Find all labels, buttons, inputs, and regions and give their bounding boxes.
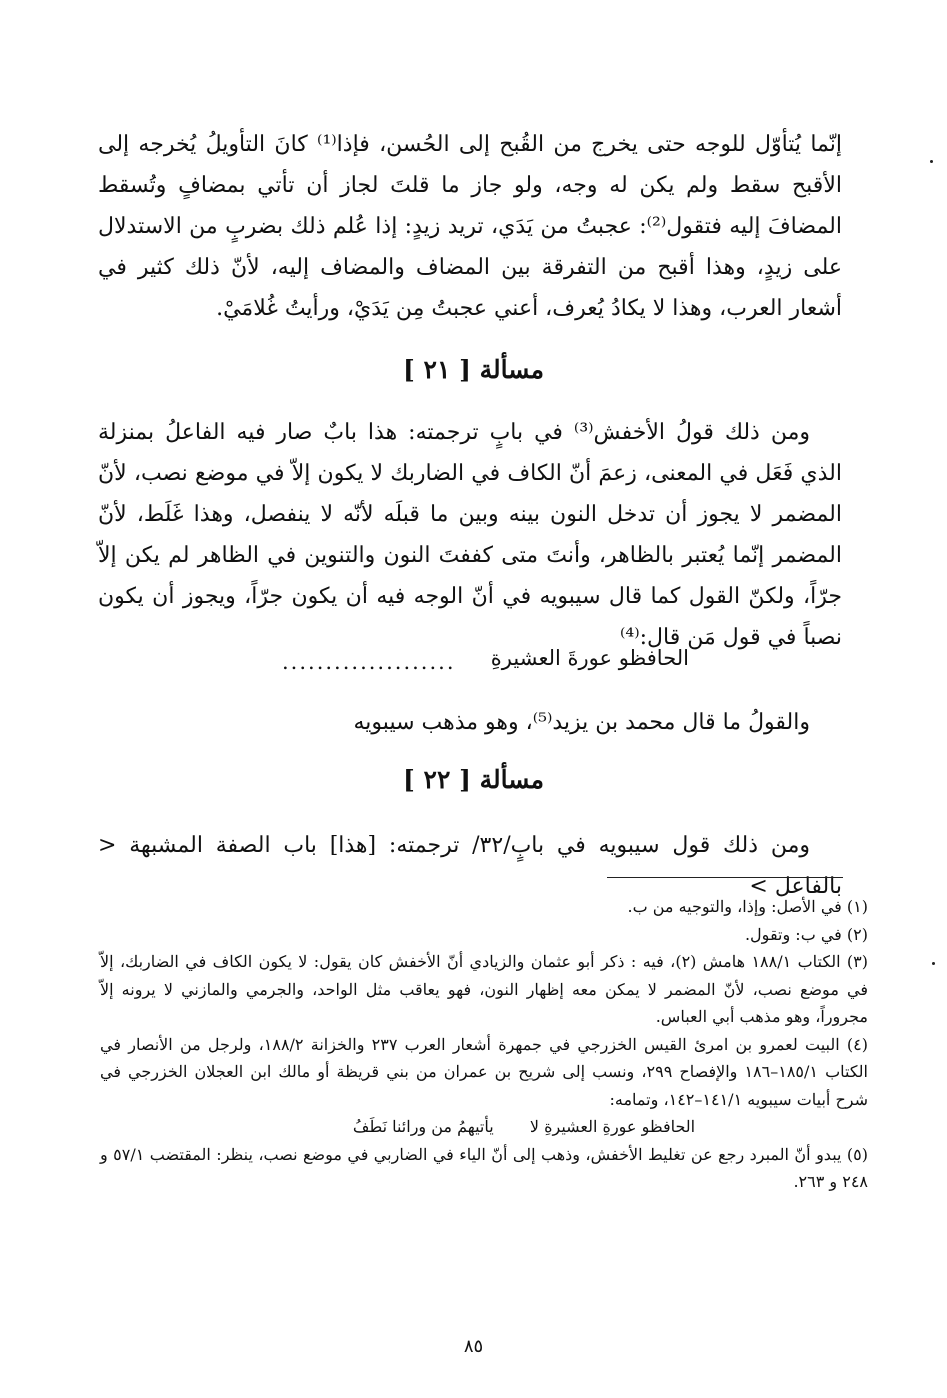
paragraph-3 bbox=[98, 702, 842, 743]
footnote-verse-first: الحافظو عورةِ العشيرةِ لا bbox=[529, 1117, 696, 1136]
footnotes bbox=[100, 893, 868, 1196]
footnote-2: (٢) في ب: وتقول. bbox=[744, 924, 868, 944]
scan-mark-middle bbox=[932, 962, 935, 965]
footnote-separator bbox=[607, 877, 843, 878]
footnote-4: (٤) البيت لعمرو بن امرئ القيس الخزرجي في جمهرة أشعار العرب ٢٣٧ والخزانة ١٨٨/٢، ولرجل من الأنصار في الكتاب ١٨٥/١–١٨٦ والإفصاح ٢٩٩، ونسب إلى شريح بن عمران من بني قريظة أو مالك ابن العجلان الخزرجي في شرح أبيات سيبويه ١٤١/١–١٤٢، وتمامه: bbox=[100, 1034, 868, 1109]
paragraph-4-text: ومن ذلك قول سيبويه في بابٍ/٣٢/ ترجمته: [هذا] باب الصفة المشبهة < بالفاعل > bbox=[98, 833, 842, 899]
paragraph-3-text: والقولُ ما قال محمد بن يزيد⁽⁵⁾، وهو مذهب سيبويه bbox=[353, 710, 810, 735]
section-heading-22-text: مسألة [ ٢٢ ] bbox=[403, 765, 544, 794]
paragraph-2-text: ومن ذلك قولُ الأخفش⁽³⁾ في بابٍ ترجمته: هذا بابٌ صار فيه الفاعلُ بمنزلة الذي فَعَل في المعنى، زعمَ أنّ الكاف في الضاربك لا يكون إلاّ في موضع نصب، لأنّ المضمر لا يجوز أن تدخل النون بينه وبين ما قبلَه لأنّه لا ينفصل، وهذا غَلَط، لأنّ المضمر إنّما يُعتبر بالظاهر، وأنتَ متى كففتَ النون والتنوين في الظاهر لم يكن إلاّ جرّاً، ولكنّ القول كما قال سيبويه في أنّ الوجه فيه أن يكون جرّاً، ويجوز أن يكون نصباً في قول مَن قال:⁽⁴⁾ bbox=[98, 420, 842, 650]
footnote-4-verse bbox=[100, 1113, 868, 1141]
verse-line bbox=[491, 646, 689, 670]
page-number-text: ٨٥ bbox=[463, 1336, 484, 1357]
footnote-3: (٣) الكتاب ١٨٨/١ هامش (٢)، فيه : ذكر أبو عثمان والزيادي أنّ الأخفش كان يقول: لا يكون الكاف في الضاربك، إلاّ في موضع نصب، لأنّ المضمر لا يمكن معه إظهار النون، فهو يعاقب مثل الواحد، والجرمي والمازني لا يرونه إلاّ مجروراً، وهو مذهب أبي العباس. bbox=[100, 952, 868, 1026]
footnote-5: (٥) يبدو أنّ المبرد رجع عن تغليط الأخفش، وذهب إلى أنّ الياء في الضاربي في موضع نصب، ينظر: المقتضب ٥٧/١ و ٢٤٨ و ٢٦٣. bbox=[100, 1144, 868, 1191]
footnote-verse-second: يأتيهمُ من ورائنا نَطَفُ bbox=[352, 1117, 494, 1136]
verse-elided bbox=[282, 650, 456, 674]
section-heading-21-text: مسألة [ ٢١ ] bbox=[403, 355, 544, 384]
section-heading-21 bbox=[0, 355, 947, 384]
paragraph-1 bbox=[98, 124, 842, 329]
verse-dots: .................... bbox=[282, 650, 456, 674]
page-number bbox=[0, 1336, 947, 1357]
paragraph-1-text: إنّما يُتأوّل للوجه حتى يخرج من القُبح إلى الحُسن، فإذا⁽¹⁾ كانَ التأويلُ يُخرجه إلى الأقبح سقط ولم يكن له وجه، ولو جاز ما قلتَ لجاز أن تأتي بمضافٍ وتُسقط المضافَ إليه فتقول⁽²⁾: عجبتُ من يَدَي، تريد زيدٍ: إذا عُلم ذلك بضربٍ من الاستدلال على زيدٍ، وهذا أقبح من التفرقة بين المضاف والمضاف إليه، لأنّ ذلك كثير في أشعار العرب، وهذا لا يكادُ يُعرف، أعني عجبتُ مِن يَدَيْ، ورأيتُ غُلامَيْ. bbox=[98, 132, 842, 321]
section-heading-22 bbox=[0, 765, 947, 794]
paragraph-2 bbox=[98, 412, 842, 658]
verse-first-hemistich: الحافظو عورةَ العشيرةِ bbox=[490, 646, 689, 670]
footnote-1: (١) في الأصل: وإذا، والتوجيه من ب. bbox=[627, 897, 868, 916]
scan-mark-top bbox=[930, 160, 933, 163]
